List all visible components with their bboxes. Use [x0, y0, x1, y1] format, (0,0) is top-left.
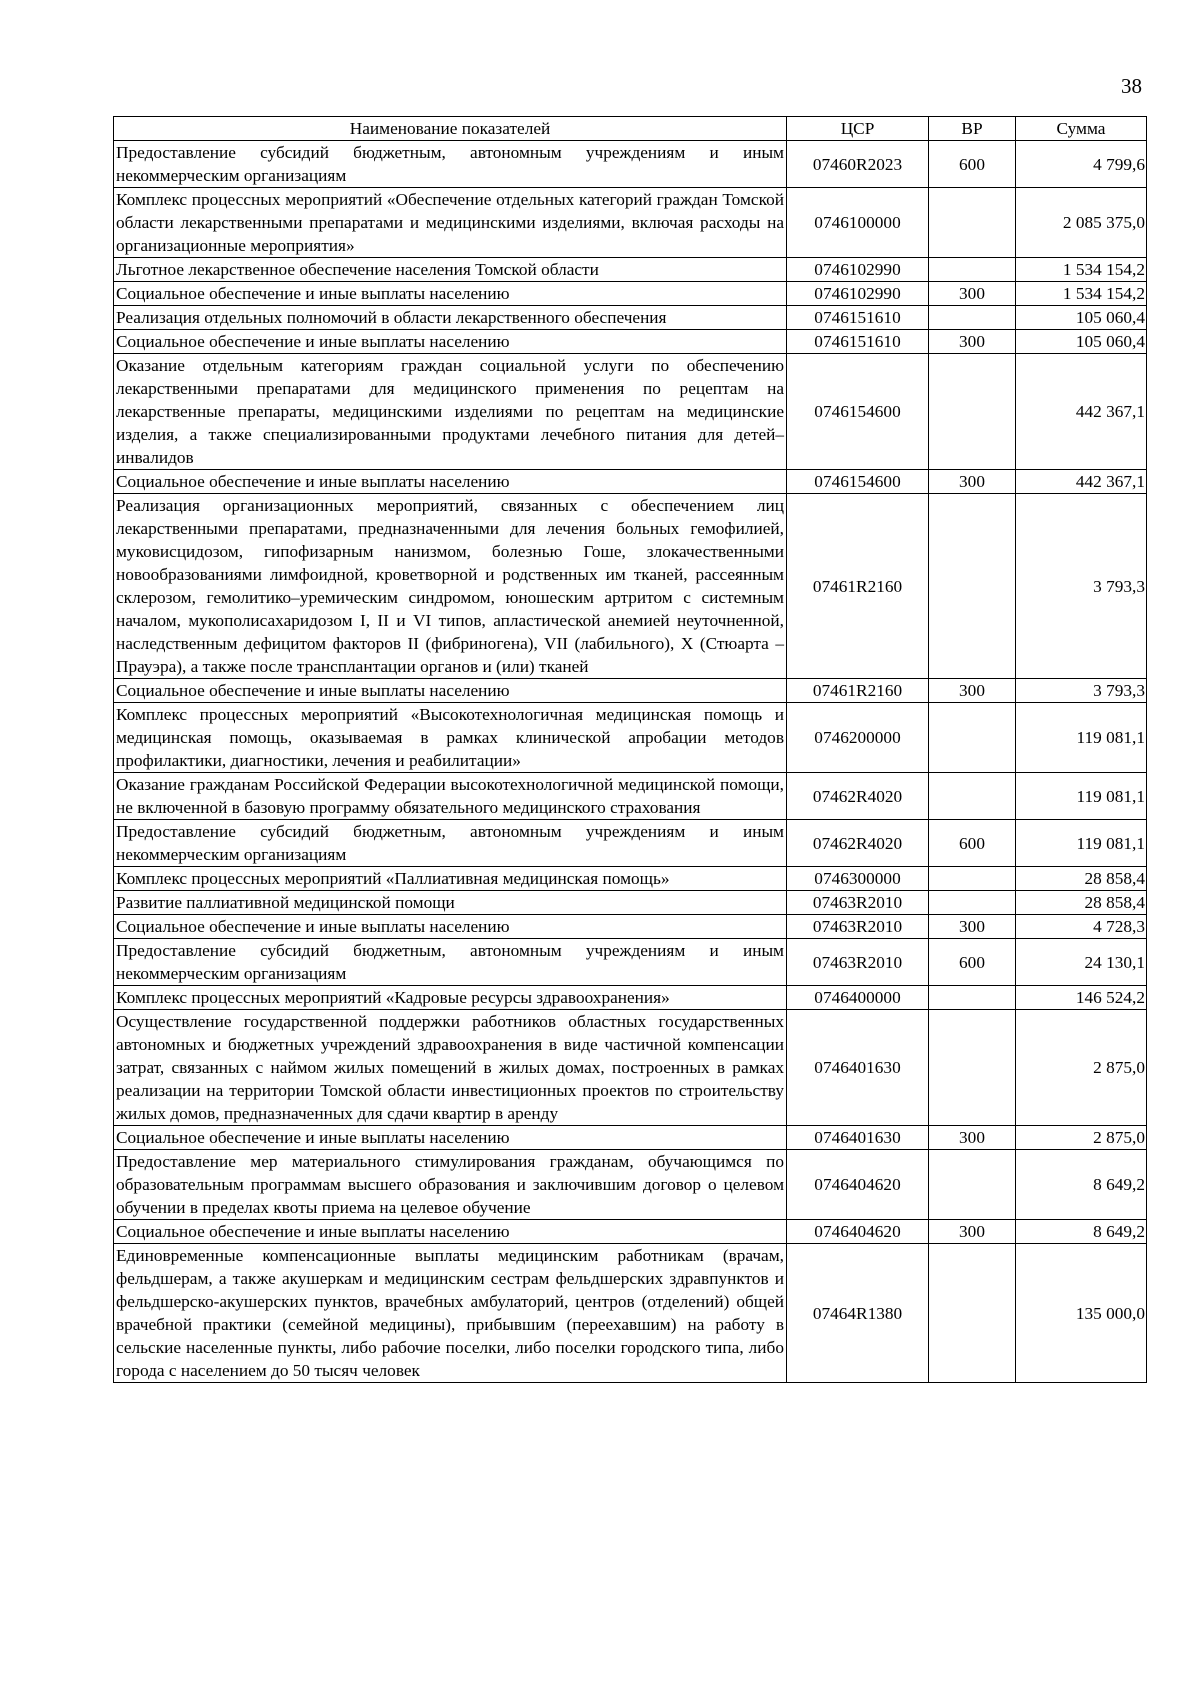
cell-vr — [929, 1244, 1016, 1383]
cell-sum: 4 728,3 — [1016, 915, 1147, 939]
cell-name: Социальное обеспечение и иные выплаты населению — [114, 1220, 787, 1244]
cell-sum: 1 534 154,2 — [1016, 282, 1147, 306]
table-row — [114, 773, 1147, 820]
cell-vr — [929, 306, 1016, 330]
table-row — [114, 188, 1147, 258]
table-row — [114, 891, 1147, 915]
cell-csr: 0746102990 — [787, 258, 929, 282]
table-row — [114, 820, 1147, 867]
cell-vr — [929, 188, 1016, 258]
cell-sum: 28 858,4 — [1016, 867, 1147, 891]
cell-csr: 07462R4020 — [787, 773, 929, 820]
page-number: 38 — [1121, 74, 1142, 98]
cell-vr — [929, 494, 1016, 679]
cell-vr — [929, 1150, 1016, 1220]
header-name: Наименование показателей — [114, 117, 787, 141]
cell-csr: 0746401630 — [787, 1126, 929, 1150]
table-row — [114, 282, 1147, 306]
cell-name: Реализация организационных мероприятий, связанных с обеспечением лиц лекарственными препаратами, предназначенными для лечения больных гемофилией, муковисцидозом, гипофизарным нанизмом, болезнью Гоше, злокачественными новообразованиями лимфоидной, кроветворной и родственных им тканей, рассеянным склерозом, гемолитико–уремическим синдромом, юношеским артритом с системным началом, мукополисахаридозом I, II и VI типов, апластической анемией неуточненной, наследственным дефицитом факторов II (фибриногена), VII (лабильного), X (Стюарта – Прауэра), а также после трансплантации органов и (или) тканей — [114, 494, 787, 679]
cell-vr: 300 — [929, 679, 1016, 703]
cell-vr: 300 — [929, 1126, 1016, 1150]
cell-name: Социальное обеспечение и иные выплаты населению — [114, 679, 787, 703]
cell-vr: 600 — [929, 820, 1016, 867]
cell-vr — [929, 891, 1016, 915]
table-row — [114, 470, 1147, 494]
cell-csr: 0746151610 — [787, 306, 929, 330]
cell-sum: 105 060,4 — [1016, 330, 1147, 354]
table-row — [114, 1244, 1147, 1383]
cell-name: Предоставление субсидий бюджетным, автономным учреждениям и иным некоммерческим организациям — [114, 939, 787, 986]
cell-name: Единовременные компенсационные выплаты медицинским работникам (врачам, фельдшерам, а также акушеркам и медицинским сестрам фельдшерских здравпунктов и фельдшерско-акушерских пунктов, врачебных амбулаторий, центров (отделений) общей врачебной практики (семейной медицины), прибывшим (переехавшим) на работу в сельские населенные пункты, либо рабочие поселки, либо поселки городского типа, либо города с населением до 50 тысяч человек — [114, 1244, 787, 1383]
table-row — [114, 1220, 1147, 1244]
cell-vr — [929, 986, 1016, 1010]
table-row — [114, 258, 1147, 282]
table-row — [114, 679, 1147, 703]
cell-name: Социальное обеспечение и иные выплаты населению — [114, 282, 787, 306]
table-row — [114, 354, 1147, 470]
budget-table — [113, 116, 1147, 1383]
cell-sum: 105 060,4 — [1016, 306, 1147, 330]
cell-csr: 0746400000 — [787, 986, 929, 1010]
table-row — [114, 1010, 1147, 1126]
header-csr: ЦСР — [787, 117, 929, 141]
cell-csr: 07462R4020 — [787, 820, 929, 867]
table-row — [114, 1126, 1147, 1150]
cell-name: Комплекс процессных мероприятий «Кадровые ресурсы здравоохранения» — [114, 986, 787, 1010]
cell-vr: 600 — [929, 141, 1016, 188]
cell-csr: 07464R1380 — [787, 1244, 929, 1383]
header-sum: Сумма — [1016, 117, 1147, 141]
cell-name: Предоставление субсидий бюджетным, автономным учреждениям и иным некоммерческим организациям — [114, 141, 787, 188]
cell-csr: 07460R2023 — [787, 141, 929, 188]
cell-sum: 4 799,6 — [1016, 141, 1147, 188]
cell-csr: 0746100000 — [787, 188, 929, 258]
cell-vr — [929, 703, 1016, 773]
cell-name: Социальное обеспечение и иные выплаты населению — [114, 470, 787, 494]
cell-sum: 119 081,1 — [1016, 773, 1147, 820]
cell-sum: 1 534 154,2 — [1016, 258, 1147, 282]
cell-sum: 135 000,0 — [1016, 1244, 1147, 1383]
table-row — [114, 306, 1147, 330]
cell-csr: 07463R2010 — [787, 891, 929, 915]
table-row — [114, 494, 1147, 679]
cell-name: Комплекс процессных мероприятий «Паллиативная медицинская помощь» — [114, 867, 787, 891]
table-body — [114, 141, 1147, 1383]
cell-csr: 07463R2010 — [787, 939, 929, 986]
cell-name: Предоставление мер материального стимулирования гражданам, обучающимся по образовательным программам высшего образования и заключившим договор о целевом обучении в пределах квоты приема на целевое обучение — [114, 1150, 787, 1220]
cell-sum: 8 649,2 — [1016, 1220, 1147, 1244]
cell-csr: 0746154600 — [787, 354, 929, 470]
cell-sum: 119 081,1 — [1016, 820, 1147, 867]
cell-vr: 300 — [929, 330, 1016, 354]
cell-name: Развитие паллиативной медицинской помощи — [114, 891, 787, 915]
cell-csr: 0746404620 — [787, 1150, 929, 1220]
cell-name: Оказание отдельным категориям граждан социальной услуги по обеспечению лекарственными препаратами для медицинского применения по рецептам на лекарственные препараты, медицинскими изделиями по рецептам на медицинские изделия, а также специализированными продуктами лечебного питания для детей–инвалидов — [114, 354, 787, 470]
table-row — [114, 867, 1147, 891]
cell-csr: 0746102990 — [787, 282, 929, 306]
cell-sum: 24 130,1 — [1016, 939, 1147, 986]
table-row — [114, 986, 1147, 1010]
cell-csr: 0746300000 — [787, 867, 929, 891]
cell-name: Комплекс процессных мероприятий «Обеспечение отдельных категорий граждан Томской области лекарственными препаратами и медицинскими изделиями, включая расходы на организационные мероприятия» — [114, 188, 787, 258]
table-row — [114, 703, 1147, 773]
cell-csr: 07461R2160 — [787, 494, 929, 679]
cell-sum: 2 875,0 — [1016, 1010, 1147, 1126]
cell-name: Социальное обеспечение и иные выплаты населению — [114, 1126, 787, 1150]
cell-name: Социальное обеспечение и иные выплаты населению — [114, 915, 787, 939]
cell-vr — [929, 773, 1016, 820]
cell-vr: 300 — [929, 470, 1016, 494]
cell-name: Оказание гражданам Российской Федерации высокотехнологичной медицинской помощи, не включенной в базовую программу обязательного медицинского страхования — [114, 773, 787, 820]
cell-sum: 146 524,2 — [1016, 986, 1147, 1010]
cell-name: Осуществление государственной поддержки работников областных государственных автономных и бюджетных учреждений здравоохранения в виде частичной компенсации затрат, связанных с наймом жилых помещений в жилых домах, построенных в рамках реализации на территории Томской области инвестиционных проектов по строительству жилых домов, предназначенных для сдачи квартир в аренду — [114, 1010, 787, 1126]
table-row — [114, 330, 1147, 354]
cell-csr: 07463R2010 — [787, 915, 929, 939]
header-vr: ВР — [929, 117, 1016, 141]
cell-sum: 119 081,1 — [1016, 703, 1147, 773]
cell-csr: 0746154600 — [787, 470, 929, 494]
cell-vr — [929, 258, 1016, 282]
cell-name: Льготное лекарственное обеспечение населения Томской области — [114, 258, 787, 282]
table-row — [114, 141, 1147, 188]
cell-vr — [929, 867, 1016, 891]
cell-sum: 3 793,3 — [1016, 679, 1147, 703]
cell-name: Социальное обеспечение и иные выплаты населению — [114, 330, 787, 354]
cell-vr — [929, 354, 1016, 470]
cell-sum: 442 367,1 — [1016, 354, 1147, 470]
cell-vr: 300 — [929, 282, 1016, 306]
table-row — [114, 1150, 1147, 1220]
cell-csr: 0746200000 — [787, 703, 929, 773]
cell-name: Комплекс процессных мероприятий «Высокотехнологичная медицинская помощь и медицинская помощь, оказываемая в рамках клинической апробации методов профилактики, диагностики, лечения и реабилитации» — [114, 703, 787, 773]
cell-sum: 2 875,0 — [1016, 1126, 1147, 1150]
cell-sum: 8 649,2 — [1016, 1150, 1147, 1220]
table-header-row — [114, 117, 1147, 141]
cell-sum: 442 367,1 — [1016, 470, 1147, 494]
cell-csr: 0746401630 — [787, 1010, 929, 1126]
cell-sum: 3 793,3 — [1016, 494, 1147, 679]
cell-vr — [929, 1010, 1016, 1126]
cell-vr: 600 — [929, 939, 1016, 986]
cell-csr: 0746404620 — [787, 1220, 929, 1244]
cell-csr: 07461R2160 — [787, 679, 929, 703]
cell-name: Реализация отдельных полномочий в области лекарственного обеспечения — [114, 306, 787, 330]
table-row — [114, 915, 1147, 939]
cell-name: Предоставление субсидий бюджетным, автономным учреждениям и иным некоммерческим организациям — [114, 820, 787, 867]
cell-sum: 28 858,4 — [1016, 891, 1147, 915]
table-row — [114, 939, 1147, 986]
cell-sum: 2 085 375,0 — [1016, 188, 1147, 258]
cell-vr: 300 — [929, 1220, 1016, 1244]
cell-csr: 0746151610 — [787, 330, 929, 354]
cell-vr: 300 — [929, 915, 1016, 939]
